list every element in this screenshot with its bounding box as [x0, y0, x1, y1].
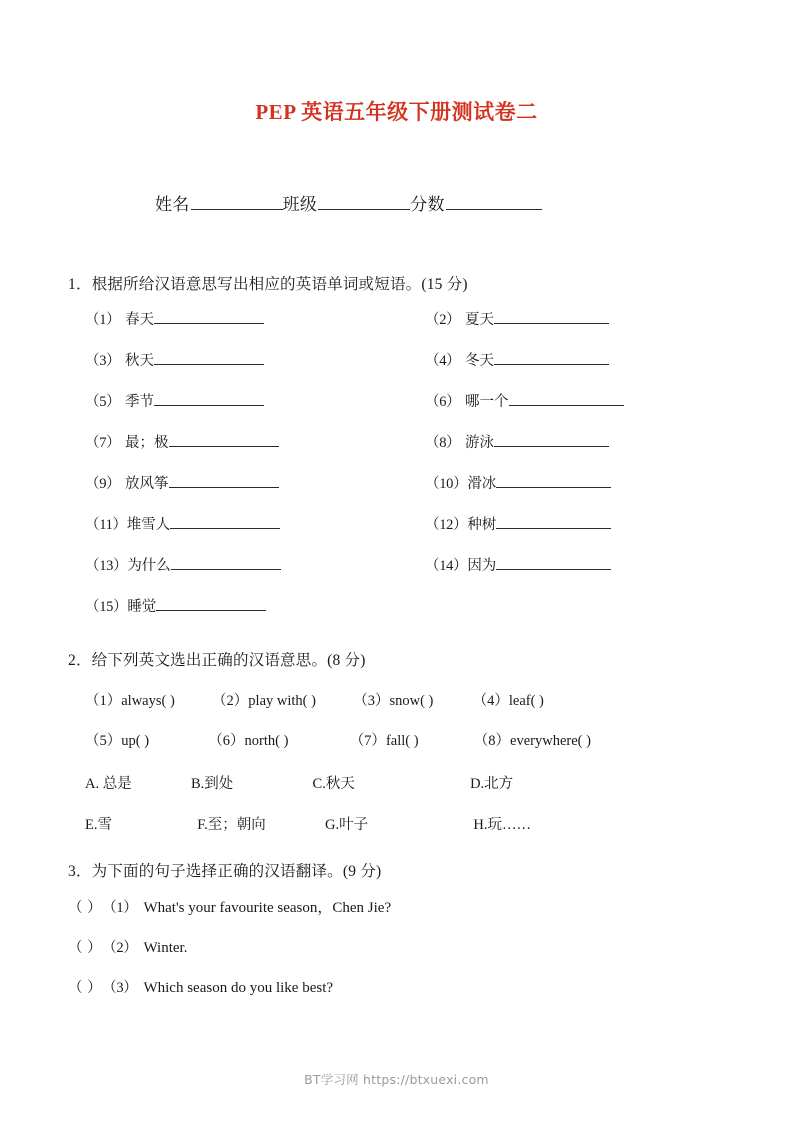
item-sentence: Winter. [143, 940, 188, 956]
item-index: （2） [102, 940, 138, 956]
item-word: 堆雪人 [126, 517, 171, 533]
question-item [425, 513, 705, 534]
question-item [425, 554, 705, 575]
footer-watermark: BT学习网 https://btxuexi.com [304, 1072, 489, 1087]
item-index: （11） [85, 517, 127, 533]
score-blank[interactable] [446, 191, 542, 210]
item-index: （15） [85, 599, 128, 615]
answer-blank[interactable] [154, 309, 264, 325]
item-index: （7） [85, 435, 121, 451]
section-3-heading: 3．为下面的句子选择正确的汉语翻译。(9 分) [68, 863, 382, 880]
item-index: （2） [212, 693, 249, 709]
item-index: （8） [473, 733, 511, 749]
item-word: 最；极 [125, 435, 169, 451]
word-item[interactable] [85, 689, 175, 710]
choice-option[interactable]: B.到处 [190, 776, 234, 792]
item-sentence: What's your favourite season，Chen Jie? [143, 900, 392, 916]
section-2-words-row-1 [85, 689, 544, 710]
answer-blank[interactable] [171, 555, 281, 571]
item-index: （4） [425, 353, 461, 369]
item-index: （9） [85, 476, 121, 492]
item-sentence: Which season do you like best? [143, 980, 334, 996]
item-index: （1） [85, 693, 122, 709]
question-row [85, 390, 705, 431]
question-row [85, 554, 705, 595]
page-title: PEP 英语五年级下册测试卷二 [255, 100, 538, 124]
section-1-heading: 1．根据所给汉语意思写出相应的英语单词或短语。(15 分) [68, 276, 468, 293]
item-index: （10） [425, 476, 468, 492]
item-index: （3） [353, 693, 390, 709]
section-3-items [68, 896, 391, 1016]
section-2-choices-row-1 [85, 772, 513, 793]
class-blank[interactable] [318, 191, 410, 210]
name-label: 姓名 [155, 195, 190, 214]
question-item [85, 513, 425, 534]
item-word: 秋天 [125, 353, 154, 369]
word-item[interactable] [473, 689, 544, 710]
item-index: （6） [208, 733, 245, 749]
translation-item [68, 976, 391, 1016]
class-label: 班级 [282, 195, 318, 214]
answer-box[interactable]: （ ） [68, 900, 103, 916]
item-index: （3） [102, 980, 138, 996]
item-word: 冬天 [465, 353, 494, 369]
item-english: leaf( ) [508, 693, 544, 709]
question-row [85, 472, 705, 513]
item-word: 放风筝 [125, 476, 169, 492]
translation-item [68, 936, 391, 976]
translation-item [68, 896, 391, 936]
choice-option[interactable]: E.雪 [85, 817, 112, 833]
item-index: （8） [425, 435, 461, 451]
question-item [425, 472, 705, 493]
question-item [85, 472, 425, 493]
item-word: 种树 [467, 517, 497, 533]
item-index: （4） [472, 693, 509, 709]
answer-blank[interactable] [169, 432, 279, 448]
item-index: （14） [425, 558, 468, 574]
item-index: （2） [425, 312, 461, 328]
item-word: 夏天 [465, 312, 494, 328]
question-item [85, 390, 425, 411]
word-item[interactable] [85, 729, 149, 750]
section-2-choices-row-2 [85, 813, 531, 834]
answer-box[interactable]: （ ） [68, 980, 103, 996]
choice-option[interactable]: G.叶子 [325, 817, 369, 833]
question-row [85, 595, 705, 636]
name-blank[interactable] [191, 191, 283, 210]
answer-blank[interactable] [156, 596, 266, 612]
item-word: 游泳 [465, 435, 494, 451]
choice-option[interactable]: C.秋天 [312, 776, 355, 792]
question-row [85, 513, 705, 554]
identity-line [155, 190, 542, 215]
item-index: （7） [349, 733, 386, 749]
question-item [425, 308, 705, 329]
question-item [85, 595, 425, 616]
answer-blank[interactable] [496, 473, 611, 489]
item-index: （1） [102, 900, 138, 916]
question-item [85, 349, 425, 370]
item-english: play with( ) [248, 693, 316, 709]
word-item[interactable] [212, 689, 316, 710]
item-english: everywhere( ) [510, 733, 591, 749]
item-word: 季节 [125, 394, 154, 410]
item-word: 因为 [467, 558, 497, 574]
item-word: 睡觉 [127, 599, 157, 615]
word-item[interactable] [350, 729, 419, 750]
item-word: 滑冰 [467, 476, 497, 492]
answer-blank[interactable] [509, 391, 624, 407]
choice-option[interactable]: A. 总是 [85, 776, 132, 792]
item-english: fall( ) [385, 733, 419, 749]
item-index: （12） [425, 517, 468, 533]
answer-blank[interactable] [496, 555, 611, 571]
answer-blank[interactable] [494, 350, 609, 366]
answer-blank[interactable] [169, 473, 279, 489]
item-word: 为什么 [127, 558, 171, 574]
item-index: （3） [85, 353, 121, 369]
choice-option[interactable]: D.北方 [470, 776, 514, 792]
section-2-words-row-2 [85, 729, 591, 750]
word-item[interactable] [208, 729, 288, 750]
score-label: 分数 [410, 195, 445, 214]
item-english: north( ) [244, 733, 289, 749]
answer-blank[interactable] [154, 350, 264, 366]
item-english: up( ) [121, 733, 150, 749]
question-row [85, 431, 705, 472]
item-word: 春天 [125, 312, 154, 328]
word-item[interactable] [353, 689, 433, 710]
item-index: （1） [85, 312, 121, 328]
answer-blank[interactable] [494, 432, 609, 448]
choice-option[interactable]: H.玩…… [473, 817, 531, 833]
item-word: 哪一个 [465, 394, 509, 410]
item-index: （5） [85, 733, 122, 749]
item-index: （13） [85, 558, 128, 574]
question-item [425, 349, 705, 370]
question-item [425, 431, 705, 452]
answer-box[interactable]: （ ） [68, 940, 103, 956]
question-row [85, 308, 705, 349]
question-item [85, 431, 425, 452]
question-item [425, 390, 705, 411]
item-english: snow( ) [389, 693, 434, 709]
answer-blank[interactable] [494, 309, 609, 325]
item-index: （5） [85, 394, 121, 410]
word-item[interactable] [474, 729, 591, 750]
answer-blank[interactable] [496, 514, 611, 530]
choice-option[interactable]: F.至；朝向 [197, 817, 266, 833]
answer-blank[interactable] [154, 391, 264, 407]
question-item [85, 554, 425, 575]
section-2-heading: 2．给下列英文选出正确的汉语意思。(8 分) [68, 652, 366, 669]
item-english: always( ) [121, 693, 175, 709]
item-index: （6） [425, 394, 461, 410]
question-row [85, 349, 705, 390]
answer-blank[interactable] [170, 514, 280, 530]
question-item [85, 308, 425, 329]
section-1-items [85, 308, 705, 636]
